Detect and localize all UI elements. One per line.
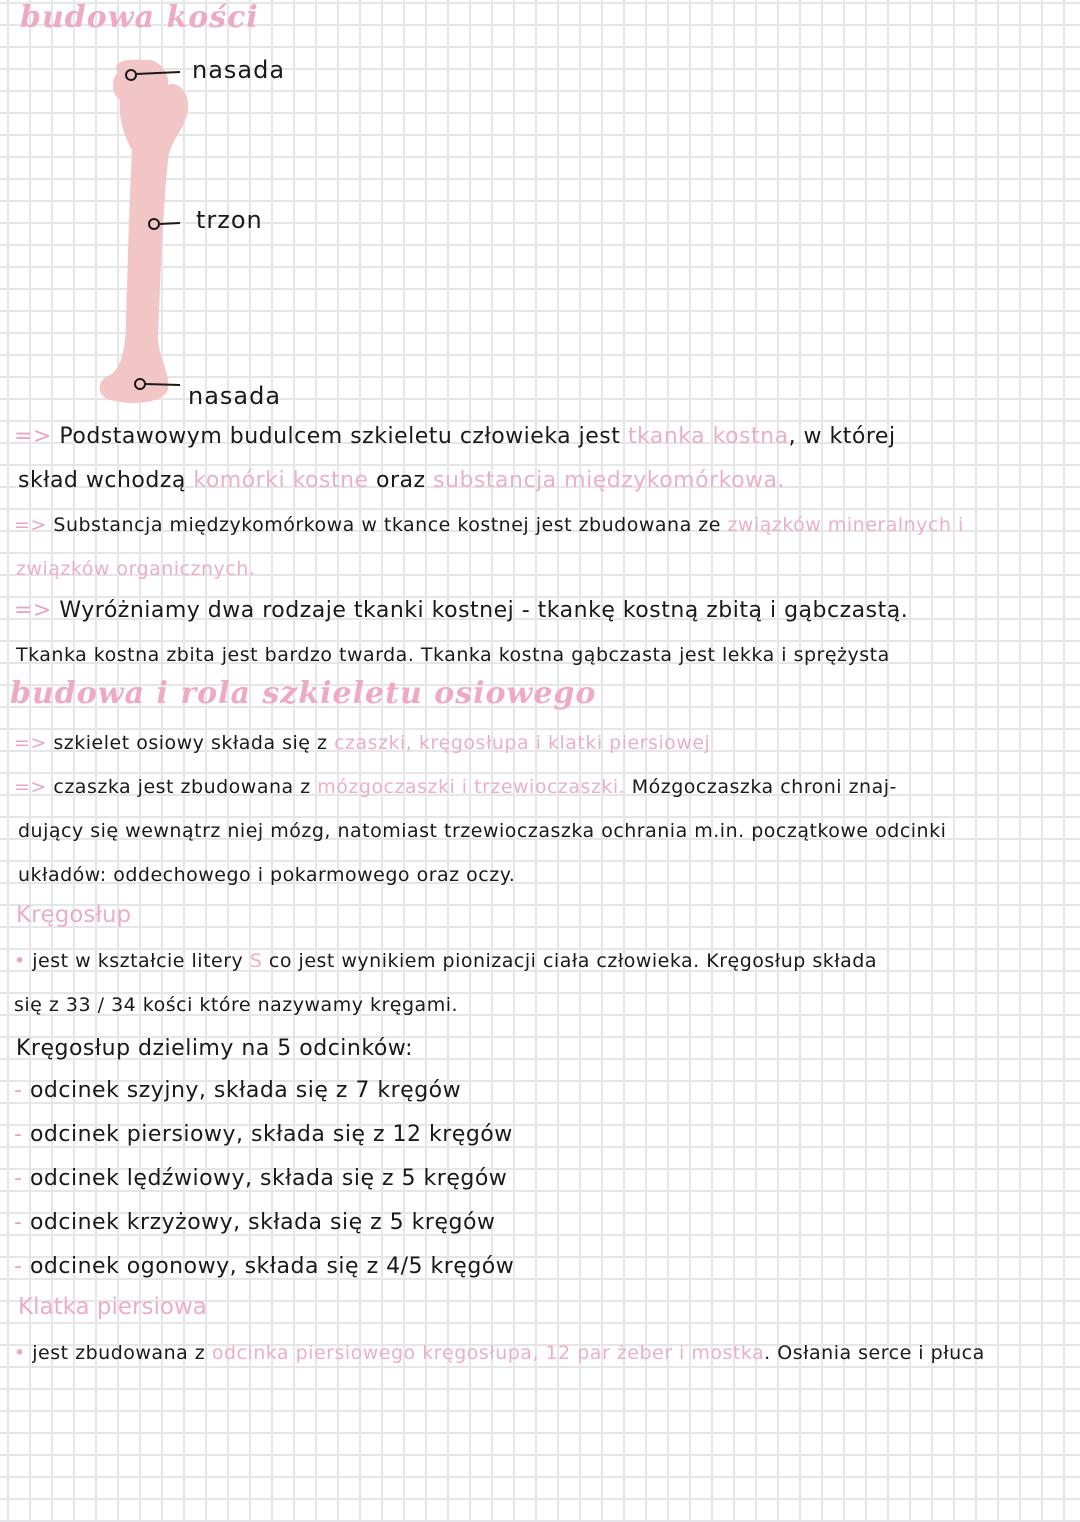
paragraph-line: => szkielet osiowy składa się z czaszki, kręgosłupa i klatki piersiowej [14, 732, 711, 754]
label-diaphysis: trzon [196, 206, 263, 234]
highlight-term: tkanka kostna [627, 424, 789, 449]
label-epiphysis-top: nasada [192, 56, 286, 84]
paragraph-line: dujący się wewnątrz niej mózg, natomiast trzewioczaszka ochrania m.in. początkowe odcinki [18, 820, 947, 842]
arrow-icon: => [14, 598, 52, 623]
list-item: - odcinek ogonowy, składa się z 4/5 kręgów [14, 1254, 515, 1279]
highlight-term: S [249, 950, 263, 972]
arrow-icon: => [14, 514, 47, 536]
paragraph-line: związków organicznych. [16, 558, 256, 580]
dash-icon: - [14, 1254, 23, 1279]
section-heading-axial-skeleton: budowa i rola szkieletu osiowego [10, 676, 597, 711]
dash-icon: - [14, 1078, 23, 1103]
highlight-term: czaszki, kręgosłupa i klatki piersiowej [334, 732, 711, 754]
dash-icon: - [14, 1166, 23, 1191]
paragraph-line: => czaszka jest zbudowana z mózgoczaszki i trzewioczaszki. Mózgoczaszka chroni znaj- [14, 776, 897, 798]
list-item: - odcinek szyjny, składa się z 7 kręgów [14, 1078, 462, 1103]
dash-icon: - [14, 1122, 23, 1147]
highlight-term: związków mineralnych i [727, 514, 964, 536]
bullet-icon: • [14, 950, 26, 972]
arrow-icon: => [14, 732, 47, 754]
list-item: - odcinek krzyżowy, składa się z 5 kręgów [14, 1210, 496, 1235]
paragraph-line: => Podstawowym budulcem szkieletu człowieka jest tkanka kostna, w której [14, 424, 896, 449]
list-item: - odcinek piersiowy, składa się z 12 kręgów [14, 1122, 513, 1147]
subheading-spine: Kręgosłup [16, 902, 132, 928]
highlight-term: odcinka piersiowego kręgosłupa, 12 par żeber i mostka [211, 1342, 765, 1364]
highlight-term: komórki kostne [193, 468, 369, 493]
section-heading-bone-structure: budowa kości [20, 0, 259, 35]
label-epiphysis-bottom: nasada [188, 382, 282, 410]
paragraph-line: => Wyróżniamy dwa rodzaje tkanki kostnej - tkankę kostną zbitą i gąbczastą. [14, 598, 909, 623]
paragraph-line: skład wchodzą komórki kostne oraz substancja międzykomórkowa. [18, 468, 786, 493]
subheading-chest: Klatka piersiowa [18, 1294, 207, 1320]
paragraph-line: Kręgosłup dzielimy na 5 odcinków: [16, 1036, 413, 1061]
arrow-icon: => [14, 776, 47, 798]
paragraph-line: układów: oddechowego i pokarmowego oraz oczy. [18, 864, 516, 886]
paragraph-line: • jest zbudowana z odcinka piersiowego kręgosłupa, 12 par żeber i mostka. Osłania serce i płuca [14, 1342, 985, 1364]
highlight-term: substancja międzykomórkowa. [433, 468, 786, 493]
list-item: - odcinek lędźwiowy, składa się z 5 kręgów [14, 1166, 508, 1191]
arrow-icon: => [14, 424, 52, 449]
paragraph-line: => Substancja międzykomórkowa w tkance kostnej jest zbudowana ze związków mineralnych i [14, 514, 964, 536]
paragraph-line: • jest w kształcie litery S co jest wynikiem pionizacji ciała człowieka. Kręgosłup składa [14, 950, 877, 972]
paragraph-line: się z 33 / 34 kości które nazywamy kręgami. [14, 994, 459, 1016]
paragraph-line: Tkanka kostna zbita jest bardzo twarda. Tkanka kostna gąbczasta jest lekka i sprężysta [16, 644, 890, 666]
bullet-icon: • [14, 1342, 26, 1364]
dash-icon: - [14, 1210, 23, 1235]
highlight-term: mózgoczaszki i trzewioczaszki. [317, 776, 626, 798]
